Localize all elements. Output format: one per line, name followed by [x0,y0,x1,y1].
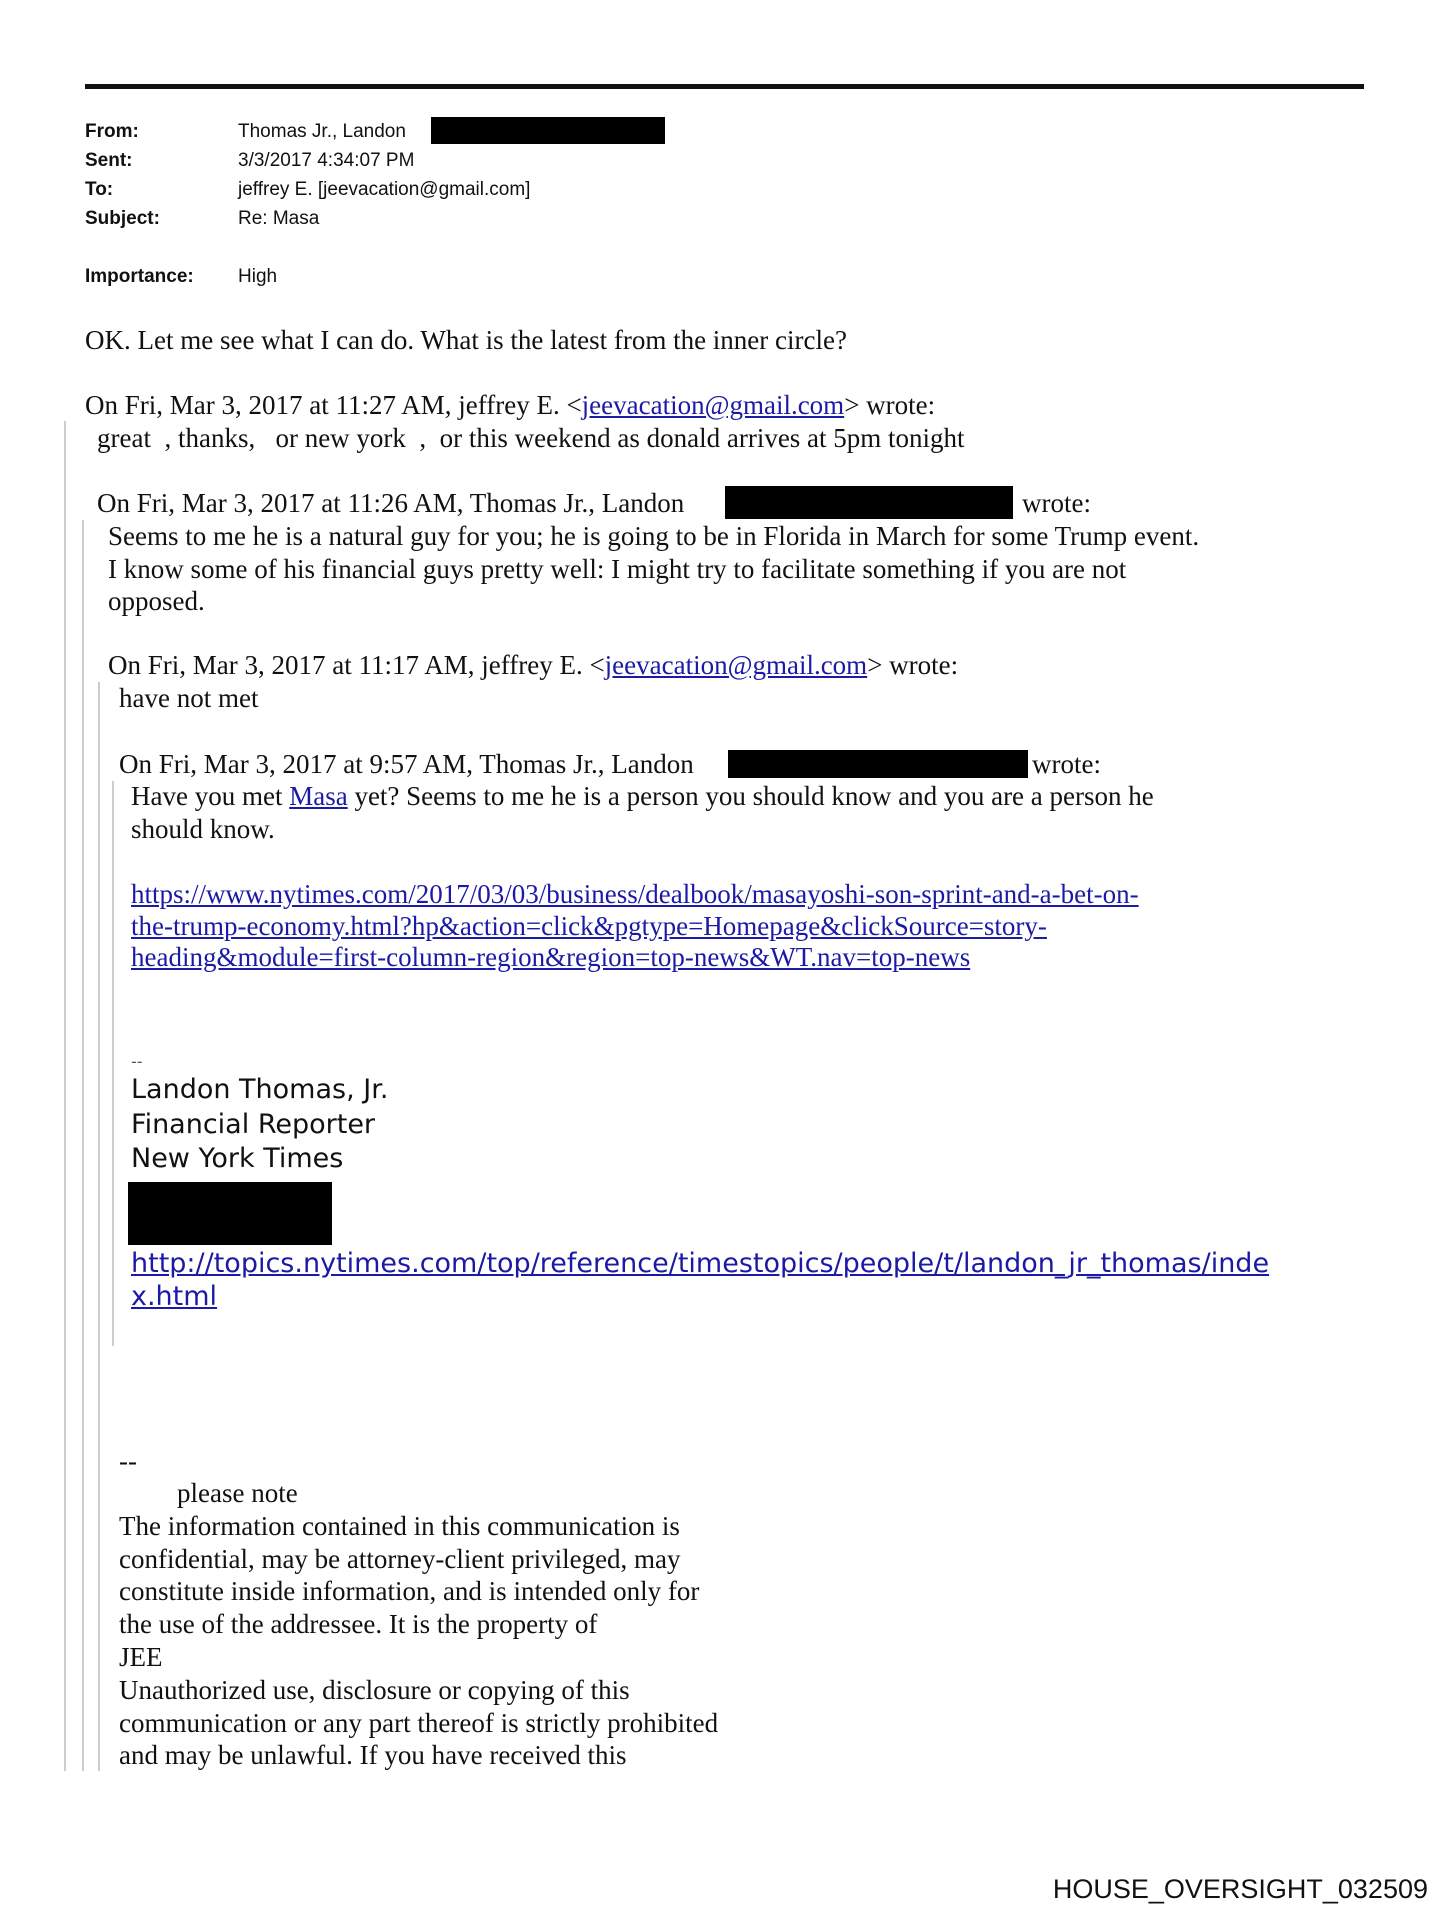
quote-text: great , thanks, or new york , or this weekend as donald arrives at 5pm tonight [97,423,965,453]
article-link[interactable]: the-trump-economy.html?hp&action=click&pgtype=Homepage&clickSource=story- [131,911,1047,941]
quote-header-text: wrote: [1032,749,1101,779]
to-value: jeffrey E. [jeevacation@gmail.com] [238,179,531,200]
disclaimer-line: communication or any part thereof is strictly prohibited [119,1708,719,1738]
bates-number: HOUSE_OVERSIGHT_032509 [1052,1874,1428,1904]
profile-link[interactable]: x.html [131,1281,218,1312]
masa-link[interactable]: Masa [289,781,348,811]
quote-text: Have you met [131,781,290,811]
disclaimer-line: and may be unlawful. If you have received this [119,1740,627,1770]
quote-header-text: On Fri, Mar 3, 2017 at 11:27 AM, jeffrey E. < [85,390,582,420]
quote-text: have not met [119,683,259,713]
quote-bar [64,421,66,1771]
disclaimer-line: JEE [119,1642,163,1672]
quote-text: should know. [131,814,275,844]
disclaimer-separator: -- [119,1446,137,1476]
disclaimer-note: please note [177,1478,298,1508]
quote-header-text: > wrote: [867,650,959,680]
article-link[interactable]: https://www.nytimes.com/2017/03/03/business/dealbook/masayoshi-son-sprint-and-a-bet-on- [131,879,1139,909]
top-rule [85,84,1364,89]
signature-name: Landon Thomas, Jr. [131,1074,389,1105]
redaction-box [728,750,1028,778]
disclaimer-line: Unauthorized use, disclosure or copying of this [119,1675,630,1705]
article-link[interactable]: heading&module=first-column-region&region=top-news&WT.nav=top-news [131,942,971,972]
quote-header [85,389,935,421]
signature-title: Financial Reporter [131,1109,376,1140]
quote-text: opposed. [108,586,205,616]
redaction-box [431,117,665,144]
subject-label: Subject: [85,208,160,229]
disclaimer-line: confidential, may be attorney-client privileged, may [119,1544,681,1574]
sent-label: Sent: [85,150,133,171]
quote-text: Seems to me he is a natural guy for you; he is going to be in Florida in March for some Trump event. [108,521,1200,551]
quote-text: yet? Seems to me he is a person you should know and you are a person he [347,781,1154,811]
to-label: To: [85,179,114,200]
from-value: Thomas Jr., Landon [238,121,406,142]
quote-header [108,649,958,681]
quote-header-text: On Fri, Mar 3, 2017 at 9:57 AM, Thomas Jr., Landon [119,749,694,779]
quote-header-text: On Fri, Mar 3, 2017 at 11:17 AM, jeffrey E. < [108,650,605,680]
from-label: From: [85,121,139,142]
quote-bar [82,520,84,1771]
disclaimer-line: constitute inside information, and is intended only for [119,1576,700,1606]
importance-label: Importance: [85,266,194,287]
signature-separator: -- [131,1052,143,1071]
quote-bar [98,682,100,1771]
email-link[interactable]: jeevacation@gmail.com [581,390,845,420]
disclaimer-line: the use of the addressee. It is the property of [119,1609,598,1639]
quote-header-text: On Fri, Mar 3, 2017 at 11:26 AM, Thomas Jr., Landon [97,488,685,518]
disclaimer-line: The information contained in this communication is [119,1511,680,1541]
email-link[interactable]: jeevacation@gmail.com [604,650,868,680]
redaction-box [128,1182,332,1245]
subject-value: Re: Masa [238,208,320,229]
signature-company: New York Times [131,1143,344,1174]
redaction-box [725,486,1013,519]
quote-header-text: > wrote: [844,390,936,420]
quote-bar [112,781,114,1346]
message-body: OK. Let me see what I can do. What is the latest from the inner circle? [85,325,847,355]
quote-header-text: wrote: [1022,488,1091,518]
quote-text: I know some of his financial guys pretty well: I might try to facilitate something if you are not [108,554,1127,584]
importance-value: High [238,266,278,287]
sent-value: 3/3/2017 4:34:07 PM [238,150,415,171]
profile-link[interactable]: http://topics.nytimes.com/top/reference/timestopics/people/t/landon_jr_thomas/inde [131,1248,1270,1279]
